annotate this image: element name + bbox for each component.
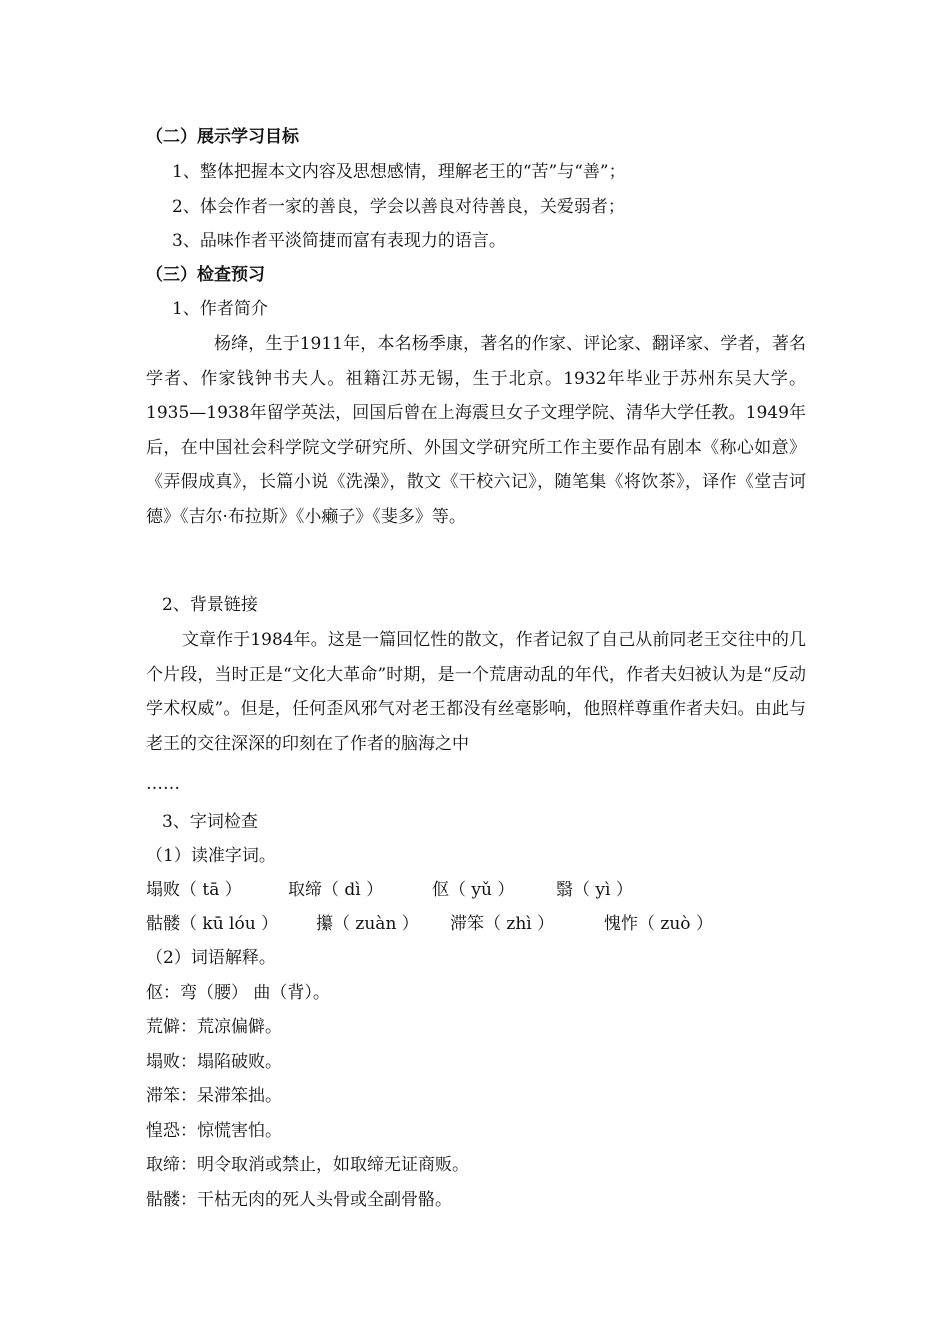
explain-heading: （2）词语解释。 xyxy=(146,948,276,968)
section-3-title: （三）检查预习 xyxy=(146,265,265,285)
background-paragraph: 文章作于1984年。这是一篇回忆性的散文，作者记叙了自己从前同老王交往中的几个片段，当时正是“文化大革命”时期，是一个荒唐动乱的年代，作者夫妇被认为是“反动学术权威”。但是，任何歪风邪气对老王都没有丝毫影响，他照样尊重作者夫妇。由此与老王的交往深深的印刻在了作者的脑海之中 xyxy=(146,630,806,754)
explanation-item: 滞笨：呆滞笨拙。 xyxy=(146,1086,282,1106)
pinyin-item: 塌败（ tā ） xyxy=(146,880,242,900)
background-ellipsis: …… xyxy=(146,774,180,794)
explanation-item: 伛：弯（腰） 曲（背）。 xyxy=(146,983,330,1003)
words-heading: 3、字词检查 xyxy=(162,812,258,832)
pinyin-item: 伛（ yǔ ） xyxy=(432,880,515,900)
pinyin-item: 骷髅（ kū lóu ） xyxy=(146,914,279,934)
explanation-item: 塌败：塌陷破败。 xyxy=(146,1052,282,1072)
goal-2: 2、体会作者一家的善良，学会以善良对待善良，关爱弱者； xyxy=(172,197,625,217)
goal-1: 1、整体把握本文内容及思想感情，理解老王的“苦”与“善”； xyxy=(172,162,626,182)
explanation-item: 荒僻：荒凉偏僻。 xyxy=(146,1017,282,1037)
pinyin-item: 攥（ zuàn ） xyxy=(316,914,419,934)
background-heading: 2、背景链接 xyxy=(162,595,258,615)
pinyin-row-1 xyxy=(146,878,806,902)
explanation-item: 骷髅：干枯无肉的死人头骨或全副骨骼。 xyxy=(146,1190,452,1210)
pinyin-row-2 xyxy=(146,912,806,936)
pinyin-item: 滞笨（ zhì ） xyxy=(450,914,555,934)
author-paragraph: 杨绛，生于1911年，本名杨季康，著名的作家、评论家、翻译家、学者，著名学者、作家钱钟书夫人。祖籍江苏无锡，生于北京。1932年毕业于苏州东吴大学。1935—1938年留学英法，回国后曾在上海震旦女子文理学院、清华大学任教。1949年后，在中国社会科学院文学研究所、外国文学研究所工作主要作品有剧本《称心如意》《弄假成真》，长篇小说《洗澡》，散文《干校六记》，随笔集《将饮茶》，译作《堂吉诃德》《吉尔·布拉斯》《小癞子》《斐多》等。 xyxy=(146,334,806,527)
pinyin-item: 翳（ yì ） xyxy=(556,880,633,900)
explanation-item: 取缔：明令取消或禁止，如取缔无证商贩。 xyxy=(146,1155,469,1175)
section-2-title: （二）展示学习目标 xyxy=(146,127,299,147)
goal-3: 3、品味作者平淡简捷而富有表现力的语言。 xyxy=(172,231,506,251)
explanation-item: 惶恐：惊慌害怕。 xyxy=(146,1121,282,1141)
pinyin-item: 取缔（ dì ） xyxy=(288,880,384,900)
pinyin-item: 愧怍（ zuò ） xyxy=(604,914,713,934)
author-heading: 1、作者简介 xyxy=(172,299,268,319)
read-heading: （1）读准字词。 xyxy=(146,846,276,866)
